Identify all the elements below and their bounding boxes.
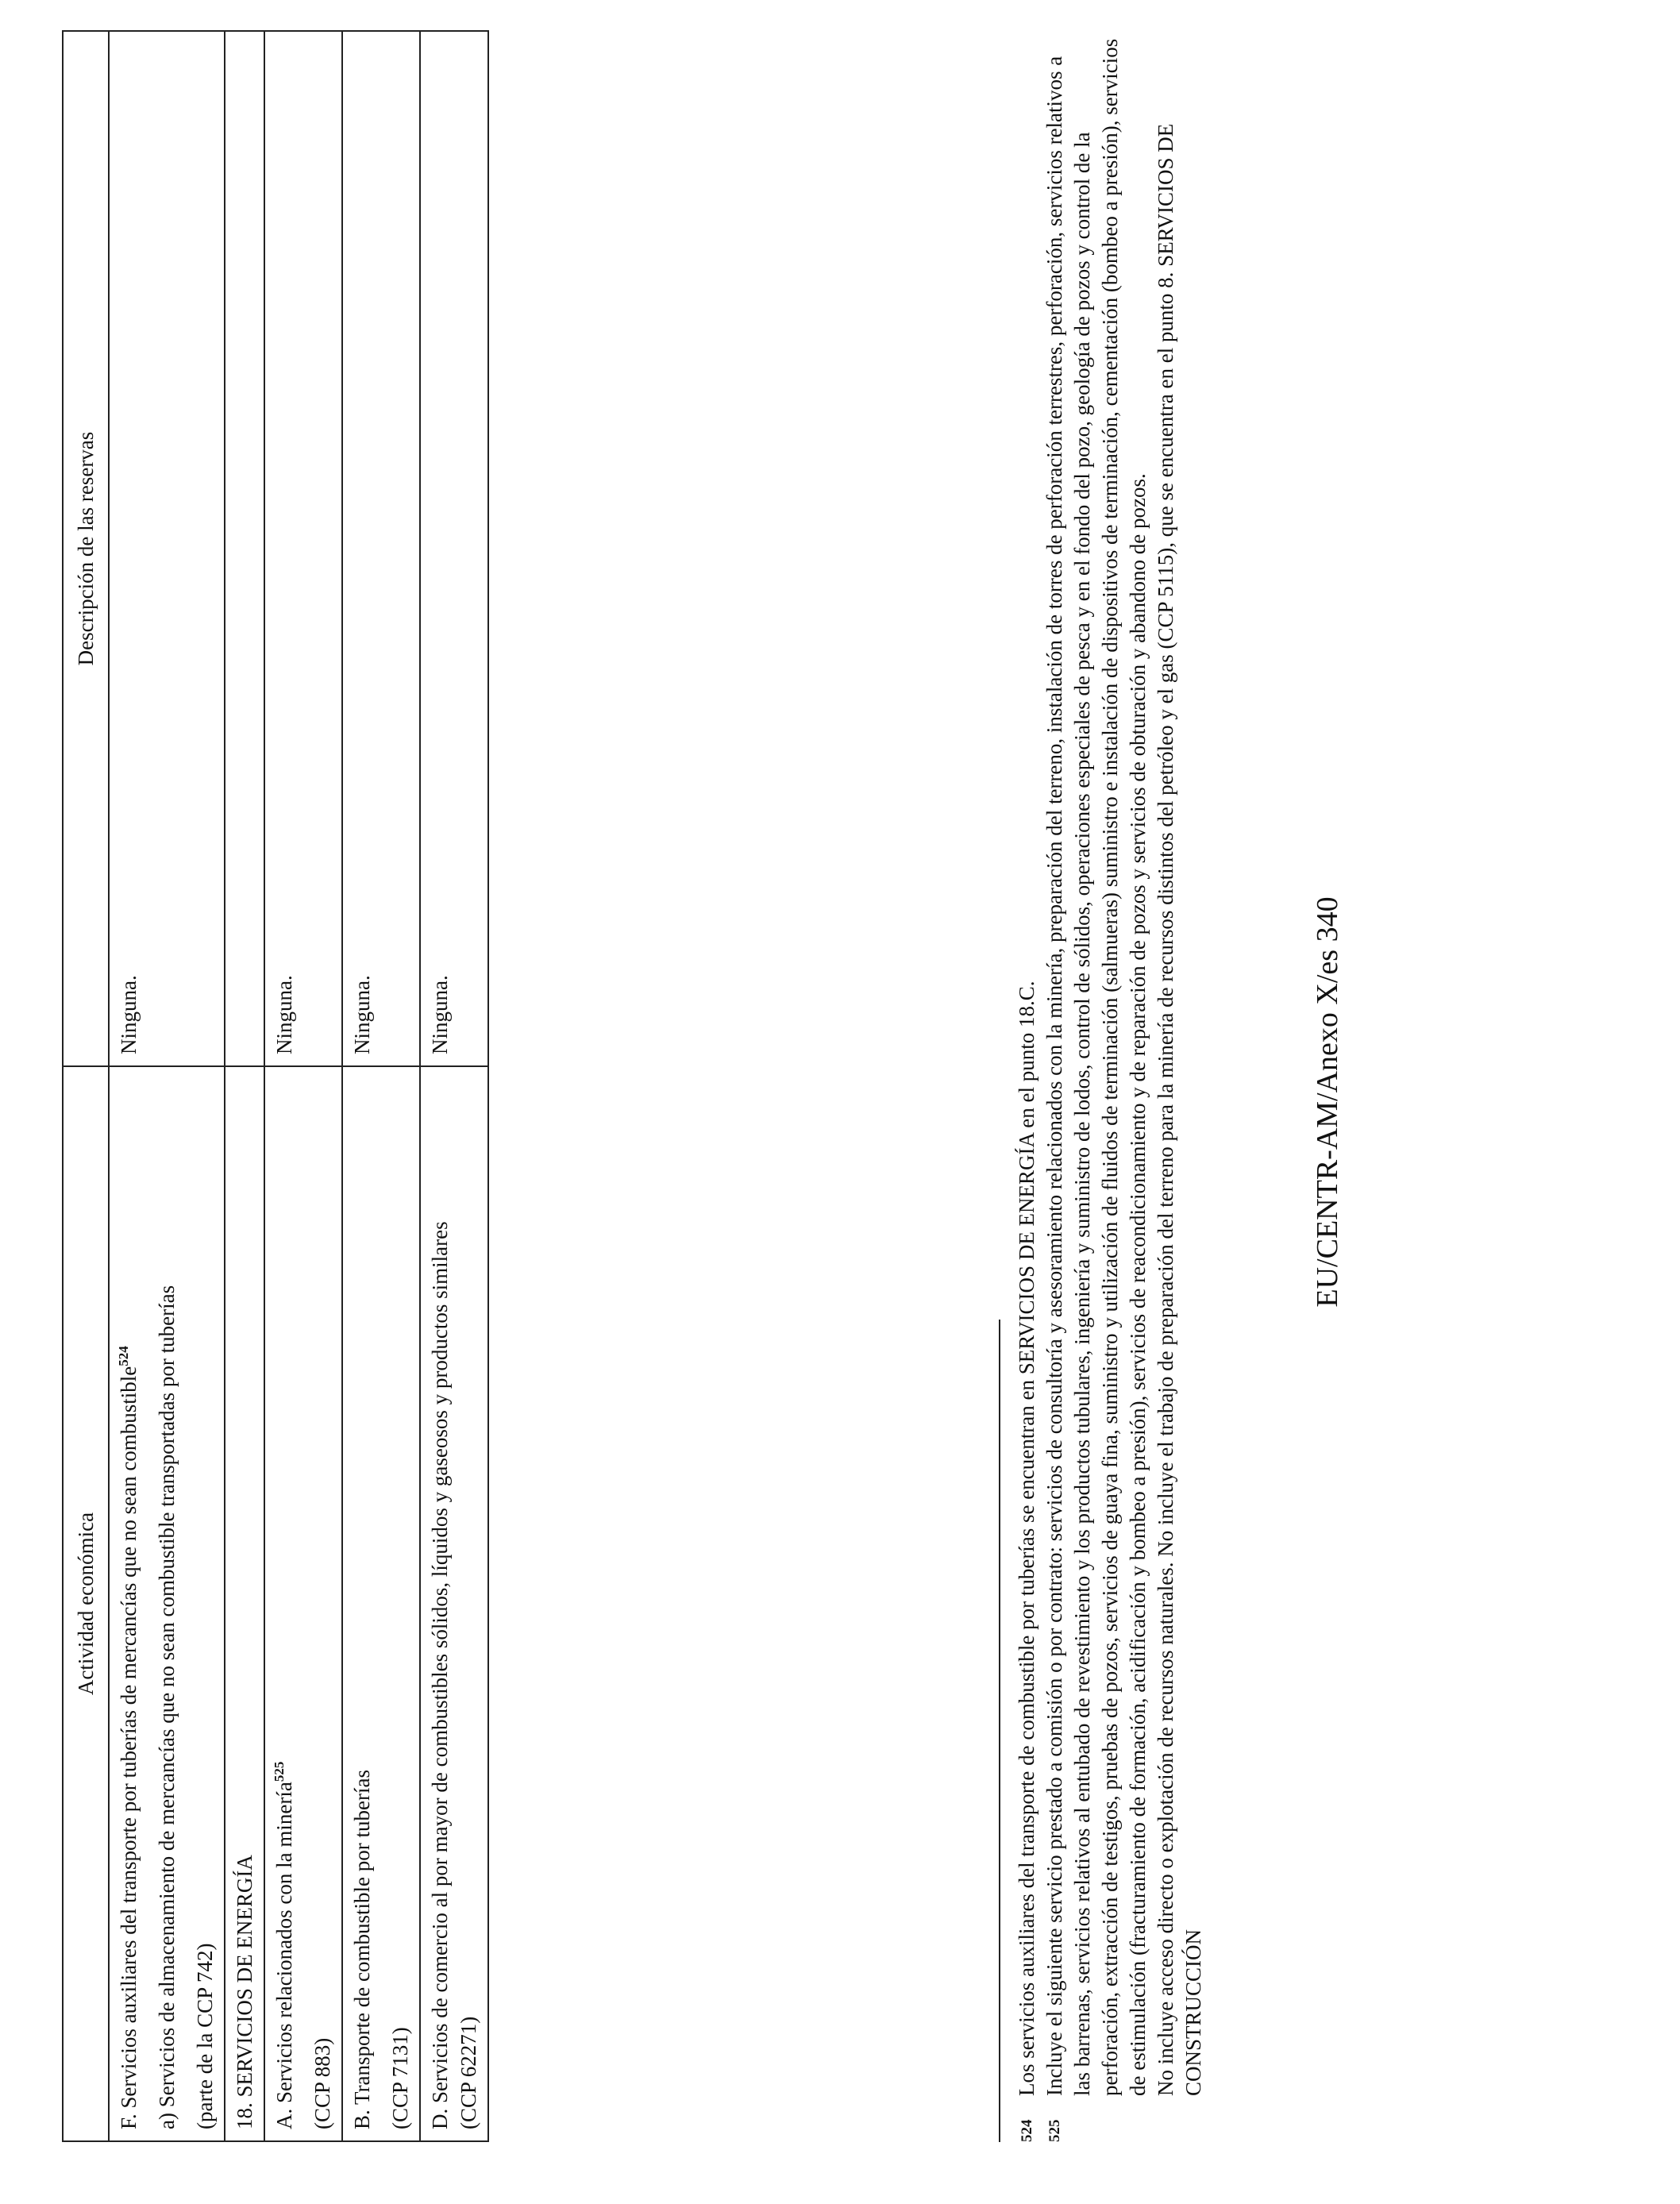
- footnote-body: [1013, 981, 1041, 2096]
- header-reservations: Descripción de las reservas: [63, 31, 109, 1066]
- activity-text: F. Servicios auxiliares del transporte por tuberías de mercancías que no sean combustible$^{524}$: [116, 1346, 141, 2129]
- table-row: [109, 31, 225, 2141]
- reservation-cell: [225, 31, 264, 1066]
- activity-code: (CCP 883): [310, 2037, 334, 2129]
- activity-code: (parte de la CCP 742): [193, 1943, 217, 2129]
- footnote-number: 525: [1046, 2119, 1063, 2142]
- footnote-ref: 524: [116, 1346, 131, 1366]
- table-row: [264, 31, 342, 2141]
- activity-code: (CCP 7131): [388, 2027, 412, 2129]
- reservation-cell: Ninguna.: [342, 31, 420, 1066]
- activity-text: A. Servicios relacionados con la minería$^{525}$: [272, 1761, 296, 2129]
- reservations-table: [62, 30, 489, 2142]
- activity-cell: [109, 1066, 225, 2141]
- activity-cell: [420, 1066, 488, 2141]
- activity-code: (CCP 62271): [457, 2016, 480, 2129]
- header-activity: Actividad económica: [63, 1066, 109, 2141]
- reservation-cell: Ninguna.: [264, 31, 342, 1066]
- page-footer: EU/CENTR-AM/Anexo X/es 340: [1311, 896, 1344, 1308]
- table-row: [342, 31, 420, 2141]
- table-row: [420, 31, 488, 2141]
- table-row: [225, 31, 264, 2141]
- footnote-number: 524: [1019, 2119, 1035, 2142]
- reservation-cell: Ninguna.: [420, 31, 488, 1066]
- reservation-cell: Ninguna.: [109, 31, 225, 1066]
- table-header-row: [63, 31, 109, 2141]
- footnote-524: [1013, 30, 1041, 2142]
- activity-text: D. Servicios de comercio al por mayor de combustibles sólidos, líquidos y gaseosos y productos similares: [428, 1221, 452, 2129]
- activity-text: a) Servicios de almacenamiento de mercancías que no sean combustible transportadas por tuberías: [155, 1285, 179, 2129]
- footnote-text: Los servicios auxiliares del transporte de combustible por tuberías se encuentran en SERVICIOS DE ENERGÍA en el punto 18.C.: [1015, 981, 1038, 2096]
- footnote-text: No incluye acceso directo o explotación de recursos naturales. No incluye el trabajo de preparación del terreno para la minería de recursos distintos del petróleo y el gas (CCP 5115), que se encuentra en el punto 8. SERVICIOS DE CONSTRUCCIÓN: [1154, 123, 1205, 2096]
- footnote-525: [1041, 30, 1208, 2142]
- footnotes: [1013, 30, 1208, 2142]
- activity-cell: [342, 1066, 420, 2141]
- activity-text: B. Transporte de combustible por tuberías: [350, 1770, 374, 2129]
- footnote-text: Incluye el siguiente servicio prestado a comisión o por contrato: servicios de consultoría y asesoramiento relacionados con la minería, preparación del terreno, instalación de torres de perforación terrestres, perforación, servicios relativos a las barrenas, servicios relativos al entubado de revestimiento y los productos tubulares, ingeniería y suministro de lodos, control de sólidos, operaciones especiales de pesca y en el fondo del pozo, geología de pozos y control de la perforación, extracción de testigos, pruebas de pozos, servicios de guaya fina, suministro y utilización de fluidos de terminación (salmueras) suministro e instalación de dispositivos de terminación, cementación (bombeo a presión), servicios de estimulación (fracturamiento de formación, acidificación y bombeo a presión), servicios de reacondicionamiento y de reparación de pozos y servicios de obturación y abandono de pozos.: [1042, 38, 1150, 2096]
- section-heading: 18. SERVICIOS DE ENERGÍA: [225, 1066, 264, 2141]
- footnote-separator: [999, 1320, 1000, 2142]
- footnote-body: [1041, 30, 1208, 2096]
- activity-cell: [264, 1066, 342, 2141]
- footnote-ref: 525: [272, 1761, 287, 1782]
